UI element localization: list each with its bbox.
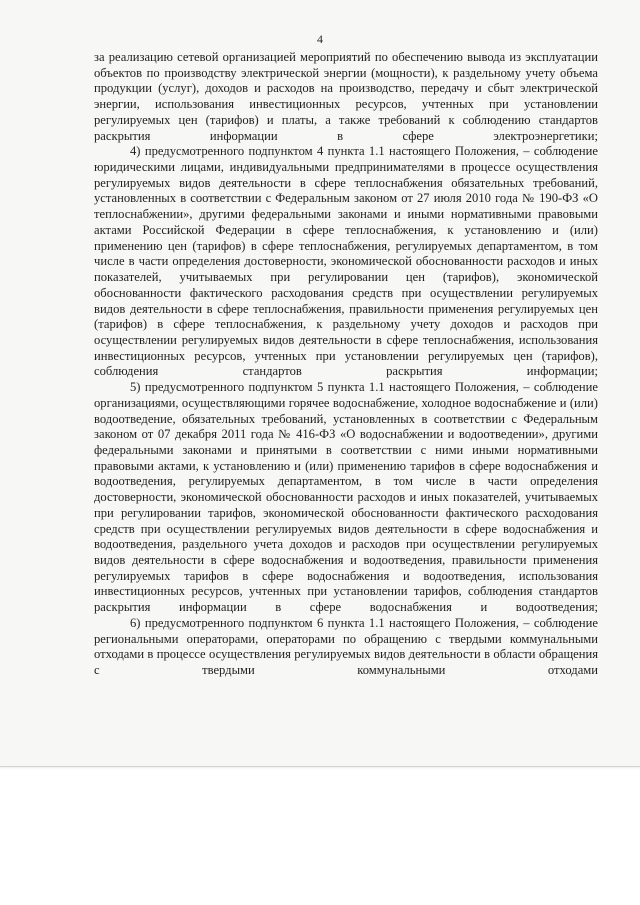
page-number: 4 <box>317 32 323 46</box>
paragraph-continuation: за реализацию сетевой организацией мероприятий по обеспечению вывода из эксплуатации объектов по производству электрической энергии (мощности), к раздельному учету объема продукции (услуг), доходов и расходов на производство, передачу и сбыт электрической энергии, использования инвестиционных ресурсов, учтенных при установлении регулируемых цен (тарифов) и платы, а также требований к соблюдению стандартов раскрытия информации в сфере электроэнергетики; <box>94 50 598 143</box>
paragraph-item-4: 4) предусмотренного подпунктом 4 пункта 1.1 настоящего Положения, – соблюдение юридическими лицами, индивидуальными предпринимателями в процессе осуществления регулируемых видов деятельности в сфере теплоснабжения обязательных требований, установленных в соответствии с Федеральным законом от 27 июля 2010 года № 190-ФЗ «О теплоснабжении», другими федеральными законами и иными нормативными правовыми актами Российской Федерации в сфере теплоснабжения, к установлению и (или) применению цен (тарифов) в сфере теплоснабжения, регулируемых департаментом, в том числе в части определения достоверности, экономической обоснованности расходов и иных показателей, учитываемых при регулировании цен (тарифов), экономической обоснованности фактического расходования средств при осуществлении регулируемых видов деятельности в сфере теплоснабжения, правильности применения регулируемых цен (тарифов) в сфере теплоснабжения, к раздельному учету доходов и расходов при осуществлении регулируемых видов деятельности в сфере теплоснабжения, использования инвестиционных ресурсов, учтенных при установлении регулируемых цен (тарифов), соблюдения стандартов раскрытия информации; <box>94 144 598 379</box>
paragraph-item-6: 6) предусмотренного подпунктом 6 пункта 1.1 настоящего Положения, – соблюдение региональными операторами, операторами по обращению с твердыми коммунальными отходами в процессе осуществления регулируемых видов деятельности в области обращения с твердыми коммунальными отходами <box>94 615 598 678</box>
paragraph-item-5: 5) предусмотренного подпунктом 5 пункта 1.1 настоящего Положения, – соблюдение организациями, осуществляющими горячее водоснабжение, холодное водоснабжение и (или) водоотведение, обязательных требований, установленных в соответствии с Федеральным законом от 07 декабря 2011 года № 416-ФЗ «О водоснабжении и водоотведении», другими федеральными законами и принятыми в соответствии с ними иными нормативными правовыми актами, к установлению и (или) применению тарифов в сфере водоснабжения и водоотведения, регулируемых департаментом, в том числе в части определения достоверности, экономической обоснованности расходов и иных показателей, учитываемых при регулировании тарифов, экономической обоснованности фактического расходования средств при осуществлении регулируемых видов деятельности в сфере водоснабжения и водоотведения, раздельного учета доходов и расходов при осуществлении регулируемых видов деятельности в сфере водоснабжения и водоотведения, правильности применения регулируемых тарифов в сфере водоснабжения и водоотведения, использования инвестиционных ресурсов, учтенных при установлении тарифов, соблюдения стандартов раскрытия информации в сфере водоснабжения и водоотведения; <box>94 380 598 615</box>
document-body <box>94 50 598 679</box>
